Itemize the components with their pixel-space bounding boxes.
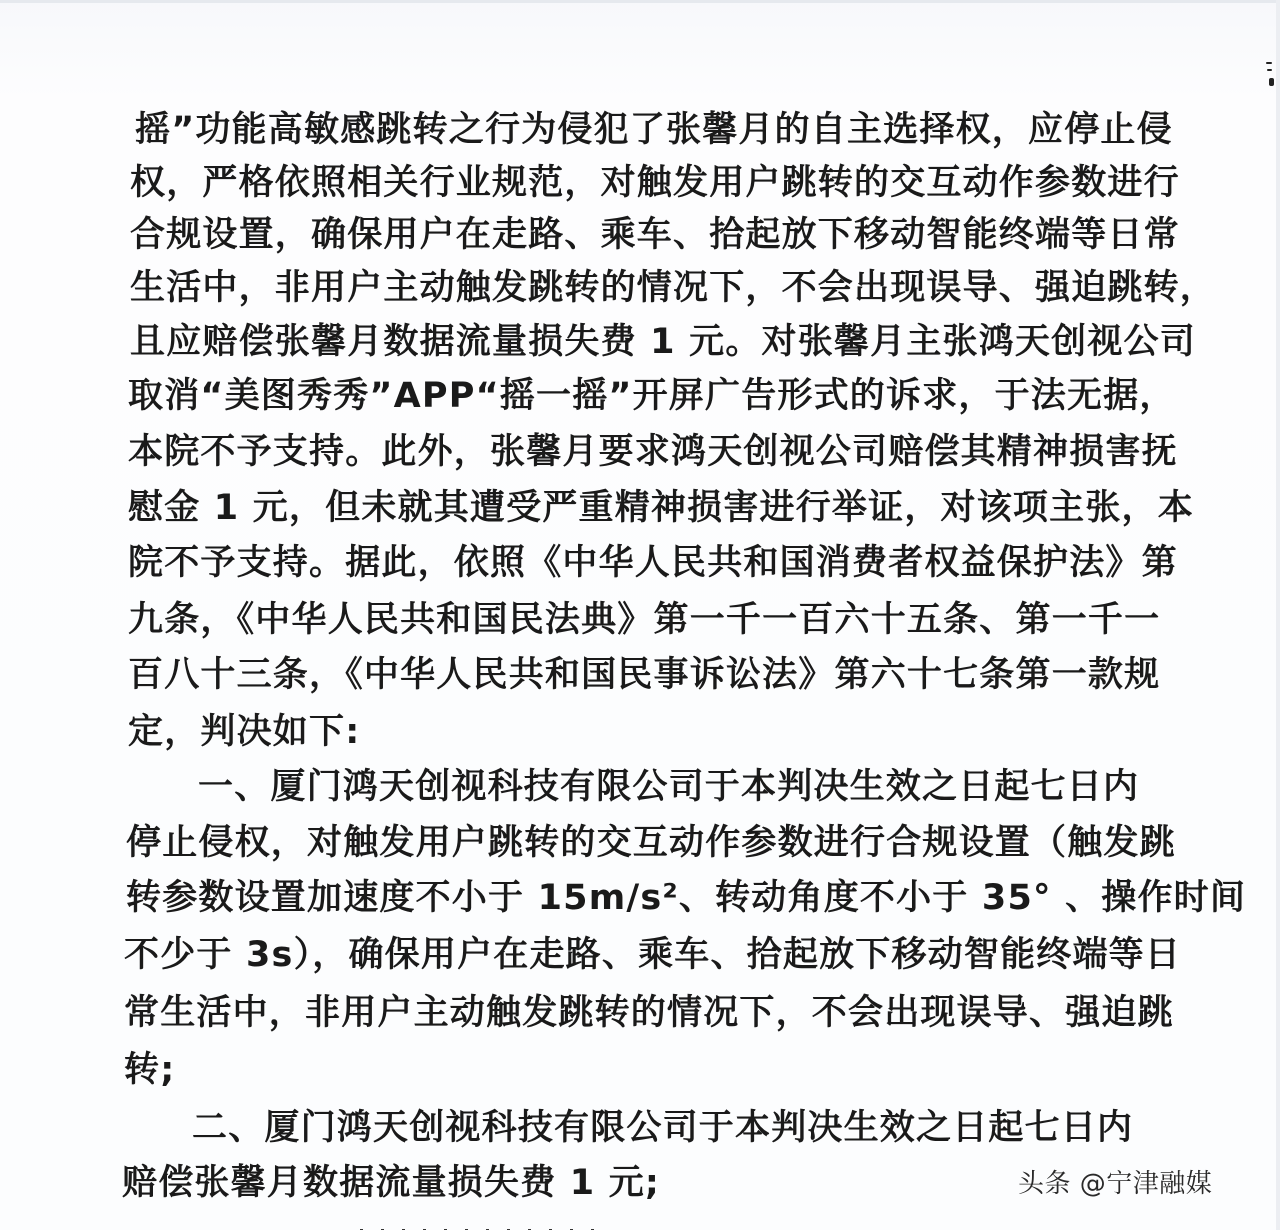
watermark: 头条 @宁津融媒: [1018, 1169, 1213, 1199]
cut-off-text-fragment: [360, 1222, 620, 1230]
document-line: 百八十三条，《中华人民共和国民事诉讼法》第六十七条第一款规: [128, 655, 1161, 695]
document-line: 不少于 3s），确保用户在走路、乘车、拾起放下移动智能终端等日: [124, 935, 1182, 975]
document-line: 停止侵权，对触发用户跳转的交互动作参数进行合规设置（触发跳: [126, 823, 1176, 863]
document-line: 生活中，非用户主动触发跳转的情况下，不会出现误导、强迫跳转，: [130, 268, 1217, 308]
document-line: 取消“美图秀秀”APP“摇一摇”开屏广告形式的诉求，于法无据，: [128, 376, 1176, 416]
document-line: 慰金 1 元，但未就其遭受严重精神损害进行举证，对该项主张，本: [128, 488, 1194, 528]
judgment-item-1: 一、厦门鸿天创视科技有限公司于本判决生效之日起七日内: [198, 767, 1140, 807]
document-line: 定，判决如下:: [128, 712, 361, 752]
document-line: 常生活中，非用户主动触发跳转的情况下，不会出现误导、强迫跳: [124, 993, 1174, 1033]
document-line: 转;: [124, 1050, 176, 1090]
document-line: 院不予支持。据此，依照《中华人民共和国消费者权益保护法》第: [128, 543, 1178, 583]
document-line: 且应赔偿张馨月数据流量损失费 1 元。对张馨月主张鸿天创视公司: [130, 322, 1196, 362]
page-right-edge: [1276, 0, 1280, 1230]
document-line: 九条，《中华人民共和国民法典》第一千一百六十五条、第一千一: [128, 600, 1161, 640]
page-top-edge: [0, 0, 1280, 3]
margin-binding-mark: [1266, 62, 1276, 94]
document-line: 赔偿张馨月数据流量损失费 1 元;: [122, 1163, 661, 1203]
document-line: 摇”功能高敏感跳转之行为侵犯了张馨月的自主选择权，应停止侵: [135, 110, 1173, 150]
document-line: 本院不予支持。此外，张馨月要求鸿天创视公司赔偿其精神损害抚: [128, 432, 1178, 472]
document-line: 转参数设置加速度不小于 15m/s²、转动角度不小于 35° 、操作时间: [126, 878, 1247, 918]
judgment-item-2: 二、厦门鸿天创视科技有限公司于本判决生效之日起七日内: [192, 1108, 1134, 1148]
document-line: 合规设置，确保用户在走路、乘车、拾起放下移动智能终端等日常: [130, 215, 1180, 255]
document-line: 权，严格依照相关行业规范，对触发用户跳转的交互动作参数进行: [130, 163, 1180, 203]
